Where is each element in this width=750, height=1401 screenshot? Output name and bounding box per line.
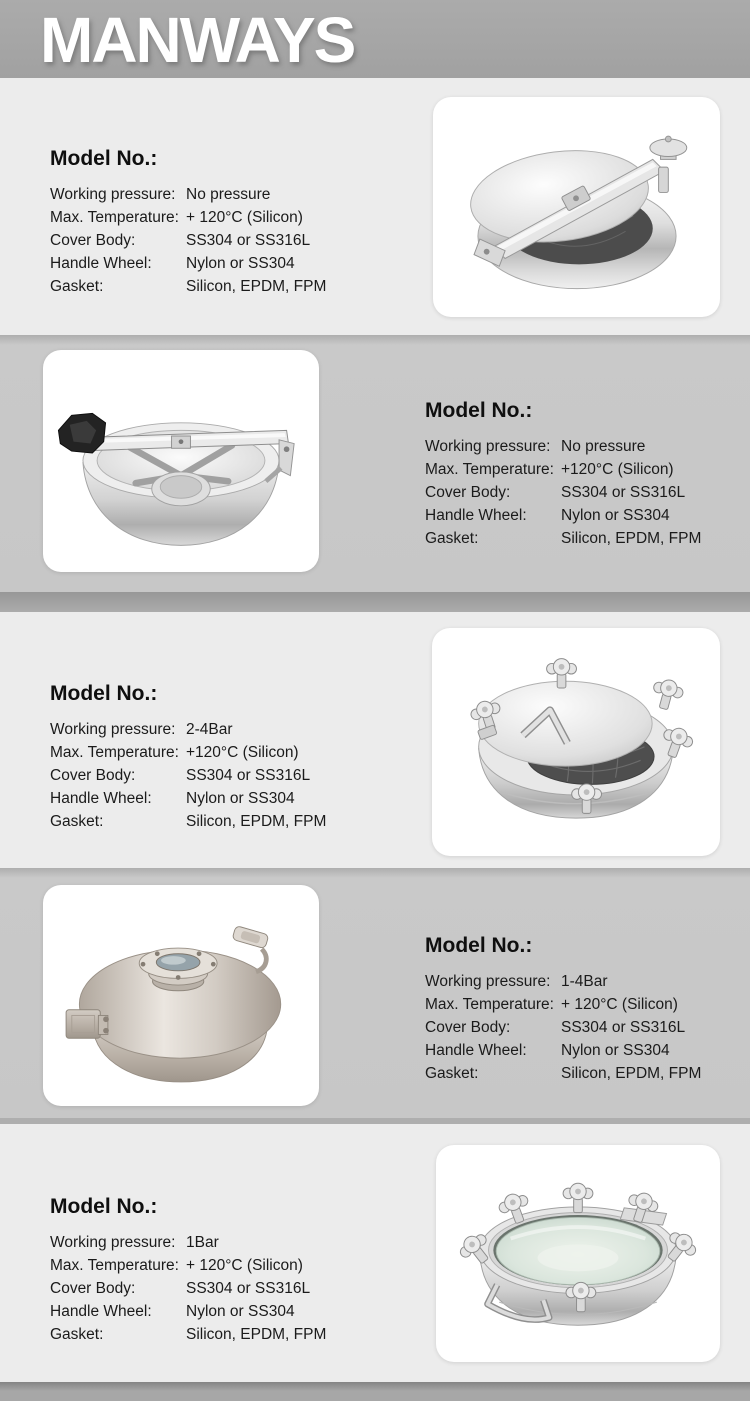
spec-value: Silicon, EPDM, FPM — [186, 813, 327, 830]
divider-strip — [0, 592, 750, 612]
spec-label: Gasket: — [425, 1065, 479, 1082]
spec-value: SS304 or SS316L — [561, 484, 686, 501]
spec-row — [50, 1231, 326, 1254]
spec-row — [50, 252, 326, 275]
spec-row — [425, 993, 701, 1016]
spec-label: Cover Body: — [425, 1019, 511, 1036]
spec-value: SS304 or SS316L — [561, 1019, 686, 1036]
spec-row — [50, 787, 326, 810]
page-title: MANWAYS — [40, 4, 355, 76]
spec-row — [50, 206, 326, 229]
spec-value: No pressure — [186, 186, 271, 203]
model-no-heading: Model No.: — [50, 147, 158, 170]
model-no-heading: Model No.: — [50, 682, 158, 705]
spec-label: Gasket: — [50, 278, 104, 295]
spec-value: Nylon or SS304 — [186, 255, 295, 272]
spec-label: Cover Body: — [50, 232, 136, 249]
spec-row — [50, 183, 326, 206]
spec-value: +120°C (Silicon) — [186, 744, 299, 761]
spec-value: 1Bar — [186, 1234, 219, 1251]
spec-label: Working pressure: — [50, 1234, 176, 1251]
spec-label: Cover Body: — [50, 1280, 136, 1297]
spec-label: Gasket: — [50, 1326, 104, 1343]
spec-label: Working pressure: — [50, 721, 176, 738]
model-no-heading: Model No.: — [425, 934, 533, 957]
spec-row — [425, 458, 701, 481]
spec-label: Handle Wheel: — [425, 1042, 527, 1059]
spec-value: + 120°C (Silicon) — [186, 1257, 303, 1274]
spec-block-3 — [50, 682, 326, 833]
product-image-1 — [441, 104, 713, 310]
spec-value: + 120°C (Silicon) — [186, 209, 303, 226]
spec-label: Working pressure: — [425, 973, 551, 990]
spec-row — [50, 1277, 326, 1300]
spec-label: Cover Body: — [425, 484, 511, 501]
product-image-3 — [439, 635, 713, 849]
spec-label: Handle Wheel: — [425, 507, 527, 524]
spec-row — [50, 1323, 326, 1346]
spec-label: Gasket: — [425, 530, 479, 547]
spec-value: No pressure — [561, 438, 646, 455]
product-card-5 — [436, 1145, 720, 1362]
spec-value: +120°C (Silicon) — [561, 461, 674, 478]
spec-label: Max. Temperature: — [425, 461, 554, 478]
spec-row — [425, 504, 701, 527]
spec-value: SS304 or SS316L — [186, 1280, 311, 1297]
spec-label: Gasket: — [50, 813, 104, 830]
spec-label: Working pressure: — [50, 186, 176, 203]
spec-row — [425, 435, 701, 458]
product-card-3 — [432, 628, 720, 856]
spec-value: Nylon or SS304 — [186, 790, 295, 807]
spec-block-5 — [50, 1195, 326, 1346]
spec-value: SS304 or SS316L — [186, 232, 311, 249]
product-card-4 — [43, 885, 319, 1106]
spec-row — [425, 970, 701, 993]
spec-row — [50, 718, 326, 741]
spec-row — [50, 1300, 326, 1323]
spec-label: Working pressure: — [425, 438, 551, 455]
spec-row — [425, 1062, 701, 1085]
spec-value: Silicon, EPDM, FPM — [186, 1326, 327, 1343]
spec-row — [50, 1254, 326, 1277]
spec-row — [425, 527, 701, 550]
spec-row — [50, 810, 326, 833]
spec-label: Max. Temperature: — [50, 1257, 179, 1274]
spec-value: Silicon, EPDM, FPM — [561, 1065, 702, 1082]
product-card-2 — [43, 350, 319, 572]
spec-row — [50, 275, 326, 298]
spec-label: Max. Temperature: — [50, 744, 179, 761]
spec-block-4 — [425, 934, 701, 1085]
spec-row — [425, 481, 701, 504]
spec-row — [425, 1016, 701, 1039]
divider-line — [0, 1118, 750, 1124]
model-no-heading: Model No.: — [50, 1195, 158, 1218]
spec-value: 2-4Bar — [186, 721, 233, 738]
spec-value: Silicon, EPDM, FPM — [561, 530, 702, 547]
spec-value: Nylon or SS304 — [561, 1042, 670, 1059]
spec-label: Handle Wheel: — [50, 255, 152, 272]
spec-value: + 120°C (Silicon) — [561, 996, 678, 1013]
spec-label: Max. Temperature: — [425, 996, 554, 1013]
product-image-2 — [49, 356, 313, 566]
spec-label: Max. Temperature: — [50, 209, 179, 226]
spec-value: Nylon or SS304 — [561, 507, 670, 524]
spec-value: SS304 or SS316L — [186, 767, 311, 784]
spec-value: Silicon, EPDM, FPM — [186, 278, 327, 295]
spec-row — [50, 741, 326, 764]
spec-block-1 — [50, 147, 326, 298]
spec-row — [425, 1039, 701, 1062]
product-image-4 — [49, 892, 313, 1100]
model-no-heading: Model No.: — [425, 399, 533, 422]
footer-bar — [0, 1382, 750, 1401]
spec-value: 1-4Bar — [561, 973, 608, 990]
spec-value: Nylon or SS304 — [186, 1303, 295, 1320]
product-image-5 — [443, 1152, 713, 1356]
spec-label: Handle Wheel: — [50, 790, 152, 807]
spec-row — [50, 764, 326, 787]
spec-row — [50, 229, 326, 252]
product-card-1 — [433, 97, 720, 317]
spec-label: Cover Body: — [50, 767, 136, 784]
spec-label: Handle Wheel: — [50, 1303, 152, 1320]
spec-block-2 — [425, 399, 701, 550]
